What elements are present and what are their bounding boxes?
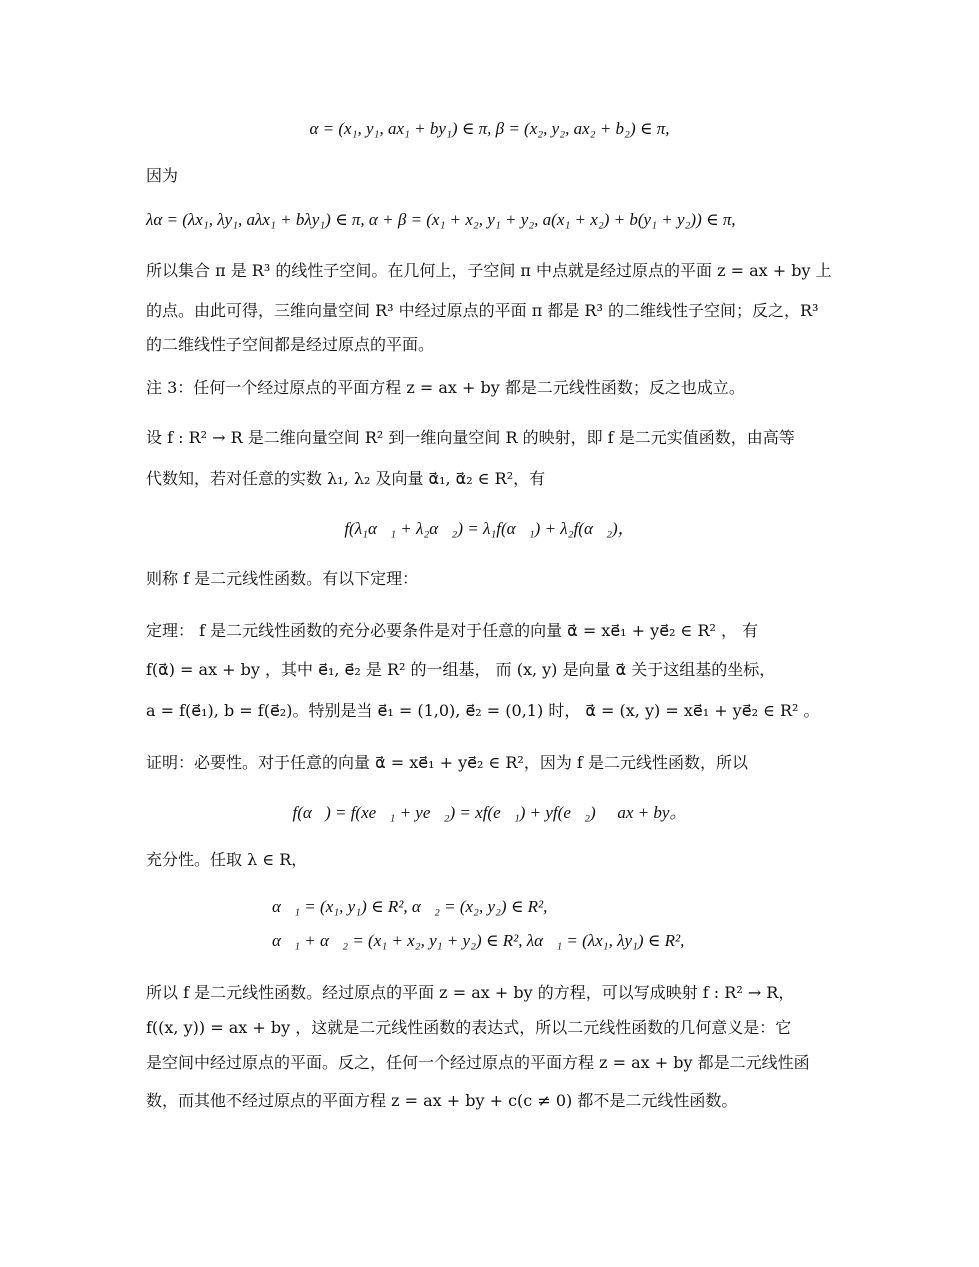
conclusion-line-1: 所以 f 是二元线性函数。经过原点的平面 z = ax + by 的方程，可以写成映射 f : R² → R， xyxy=(146,983,795,1002)
definition-line-2: 代数知，若对任意的实数 λ₁, λ₂ 及向量 α⃗₁, α⃗₂ ∈ R²，有 xyxy=(146,469,546,488)
note-3: 注 3：任何一个经过原点的平面方程 z = ax + by 都是二元线性函数；反之也成立。 xyxy=(146,378,745,397)
conclusion-line-3: 是空间中经过原点的平面。反之，任何一个经过原点的平面方程 z = ax + by 都是二元线性函 xyxy=(146,1053,810,1072)
theorem-line-2: f(α⃗) = ax + by ，其中 e⃗₁, e⃗₂ 是 R² 的一组基， 而 (x, y) 是向量 α⃗ 关于这组基的坐标， xyxy=(146,660,776,679)
equation-sufficiency-1: α⃗₁ = (x₁, y₁) ∈ R², α⃗₂ = (x₂, y₂) ∈ R², xyxy=(272,897,548,916)
paragraph-subspace-line-2: 的点。由此可得，三维向量空间 R³ 中经过原点的平面 π 都是 R³ 的二维线性子空间；反之，R³ xyxy=(146,301,819,320)
paragraph-subspace-line-3: 的二维线性子空间都是经过原点的平面。 xyxy=(146,335,435,354)
conclusion-line-2: f((x, y)) = ax + by ，这就是二元线性函数的表达式，所以二元线性函数的几何意义是：它 xyxy=(146,1018,792,1037)
paragraph-because: 因为 xyxy=(146,166,179,185)
equation-linearity: f(λ₁α⃗₁ + λ₂α⃗₂) = λ₁f(α⃗₁) + λ₂f(α⃗₂)， xyxy=(344,519,635,538)
equation-lambda: λα = (λx₁, λy₁, aλx₁ + bλy₁) ∈ π, α + β = (x₁ + x₂, y₁ + y₂, a(x₁ + x₂) + b(y₁ + y₂)) ∈ π, xyxy=(146,210,736,229)
proof-line-1: 证明：必要性。对于任意的向量 α⃗ = xe⃗₁ + ye⃗₂ ∈ R²，因为 f 是二元线性函数，所以 xyxy=(146,753,748,772)
definition-line-1: 设 f : R² → R 是二维向量空间 R² 到一维向量空间 R 的映射，即 f 是二元实值函数，由高等 xyxy=(146,428,795,447)
theorem-line-1: 定理： f 是二元线性函数的充分必要条件是对于任意的向量 α⃗ = xe⃗₁ + ye⃗₂ ∈ R² ， 有 xyxy=(146,621,759,640)
equation-proof: f(α⃗) = f(xe⃗₁ + ye⃗₂) = xf(e⃗₁) + yf(e⃗₂) ≜ ax + by。 xyxy=(292,803,687,822)
sufficiency-line: 充分性。任取 λ ∈ R， xyxy=(146,850,308,869)
conclusion-line-4: 数，而其他不经过原点的平面方程 z = ax + by + c(c ≠ 0) 都不是二元线性函数。 xyxy=(146,1091,738,1110)
equation-sufficiency-2: α⃗₁ + α⃗₂ = (x₁ + x₂, y₁ + y₂) ∈ R², λα⃗₁ = (λx₁, λy₁) ∈ R², xyxy=(272,931,685,950)
definition-line-3: 则称 f 是二元线性函数。有以下定理： xyxy=(146,569,419,588)
equation-alpha-beta: α = (x₁, y₁, ax₁ + by₁) ∈ π, β = (x₂, y₂, ax₂ + b₂) ∈ π, xyxy=(309,119,670,138)
paragraph-subspace-line-1: 所以集合 π 是 R³ 的线性子空间。在几何上，子空间 π 中点就是经过原点的平面 z = ax + by 上 xyxy=(146,261,832,280)
theorem-line-3: a = f(e⃗₁), b = f(e⃗₂)。特别是当 e⃗₁ = (1,0), e⃗₂ = (0,1) 时， α⃗ = (x, y) = xe⃗₁ + ye⃗₂ ∈ R² 。 xyxy=(146,701,820,720)
